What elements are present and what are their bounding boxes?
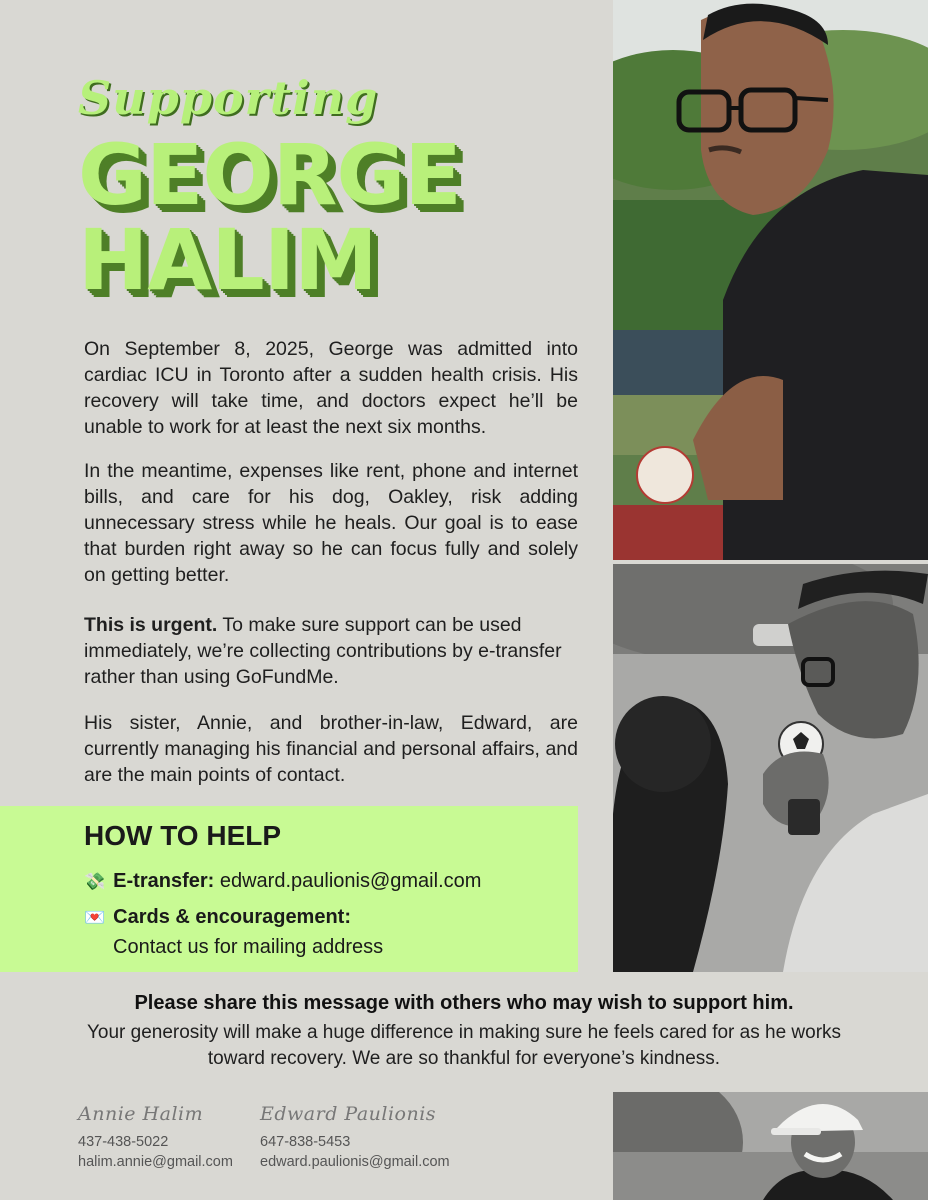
kicker-script: Supporting xyxy=(78,71,379,125)
cards-row xyxy=(84,906,351,929)
phone-edward[interactable]: 647-838-5453 xyxy=(260,1134,351,1150)
signature-annie: Annie Halim xyxy=(78,1103,204,1125)
photo-george-cap xyxy=(613,1092,928,1200)
contact-edward xyxy=(260,1104,450,1172)
paragraph-contacts: His sister, Annie, and brother-in-law, Edward, are currently managing his financial and personal affairs, and are the main points of contact. xyxy=(84,712,578,786)
etransfer-email[interactable]: edward.paulionis@gmail.com xyxy=(214,870,482,892)
contact-annie xyxy=(78,1104,233,1172)
money-icon: 💸 xyxy=(84,872,106,891)
signature-edward: Edward Paulionis xyxy=(260,1103,437,1125)
how-to-help-title: HOW TO HELP xyxy=(84,820,282,851)
photo-george-with-dog xyxy=(613,564,928,972)
email-edward[interactable]: edward.paulionis@gmail.com xyxy=(260,1154,450,1170)
love-letter-icon: 💌 xyxy=(84,908,106,927)
paragraph-expenses: In the meantime, expenses like rent, phone and internet bills, and care for his dog, Oakley, risk adding unnecessary stress while he heals. Our goal is to ease that burden right away so he can focus fully and solely on getting better. xyxy=(84,460,578,586)
urgent-bold: This is urgent. xyxy=(84,614,218,636)
phone-annie[interactable]: 437-438-5022 xyxy=(78,1134,169,1150)
paragraph-situation: On September 8, 2025, George was admitted into cardiac ICU in Toronto after a sudden health crisis. His recovery will take time, and doctors expect he’ll be unable to work for at least the next six months. xyxy=(84,338,578,438)
title-first-name: GEORGE xyxy=(78,126,461,224)
etransfer-label: E-transfer: xyxy=(113,870,215,892)
share-message: Your generosity will make a huge difference in making sure he feels cared for as he works toward recovery. We are so thankful for everyone’s kindness. xyxy=(86,1022,842,1069)
paragraph-urgent xyxy=(84,612,578,690)
etransfer-row xyxy=(84,870,481,893)
photo-george-baseball xyxy=(613,0,928,560)
email-annie[interactable]: halim.annie@gmail.com xyxy=(78,1154,233,1170)
title-last-name: HALIM xyxy=(78,211,377,309)
photo-george-with-dog-illustration xyxy=(613,564,928,972)
photo-george-baseball-illustration xyxy=(613,0,928,560)
cards-instructions: Contact us for mailing address xyxy=(113,936,384,958)
cards-label: Cards & encouragement: xyxy=(113,906,352,928)
share-heading: Please share this message with others who may wish to support him. xyxy=(134,992,794,1014)
urgent-text: To make sure support can be used immediately, we’re collecting contributions by e-transfer rather than using GoFundMe. xyxy=(84,614,562,688)
photo-george-cap-illustration xyxy=(613,1092,928,1200)
